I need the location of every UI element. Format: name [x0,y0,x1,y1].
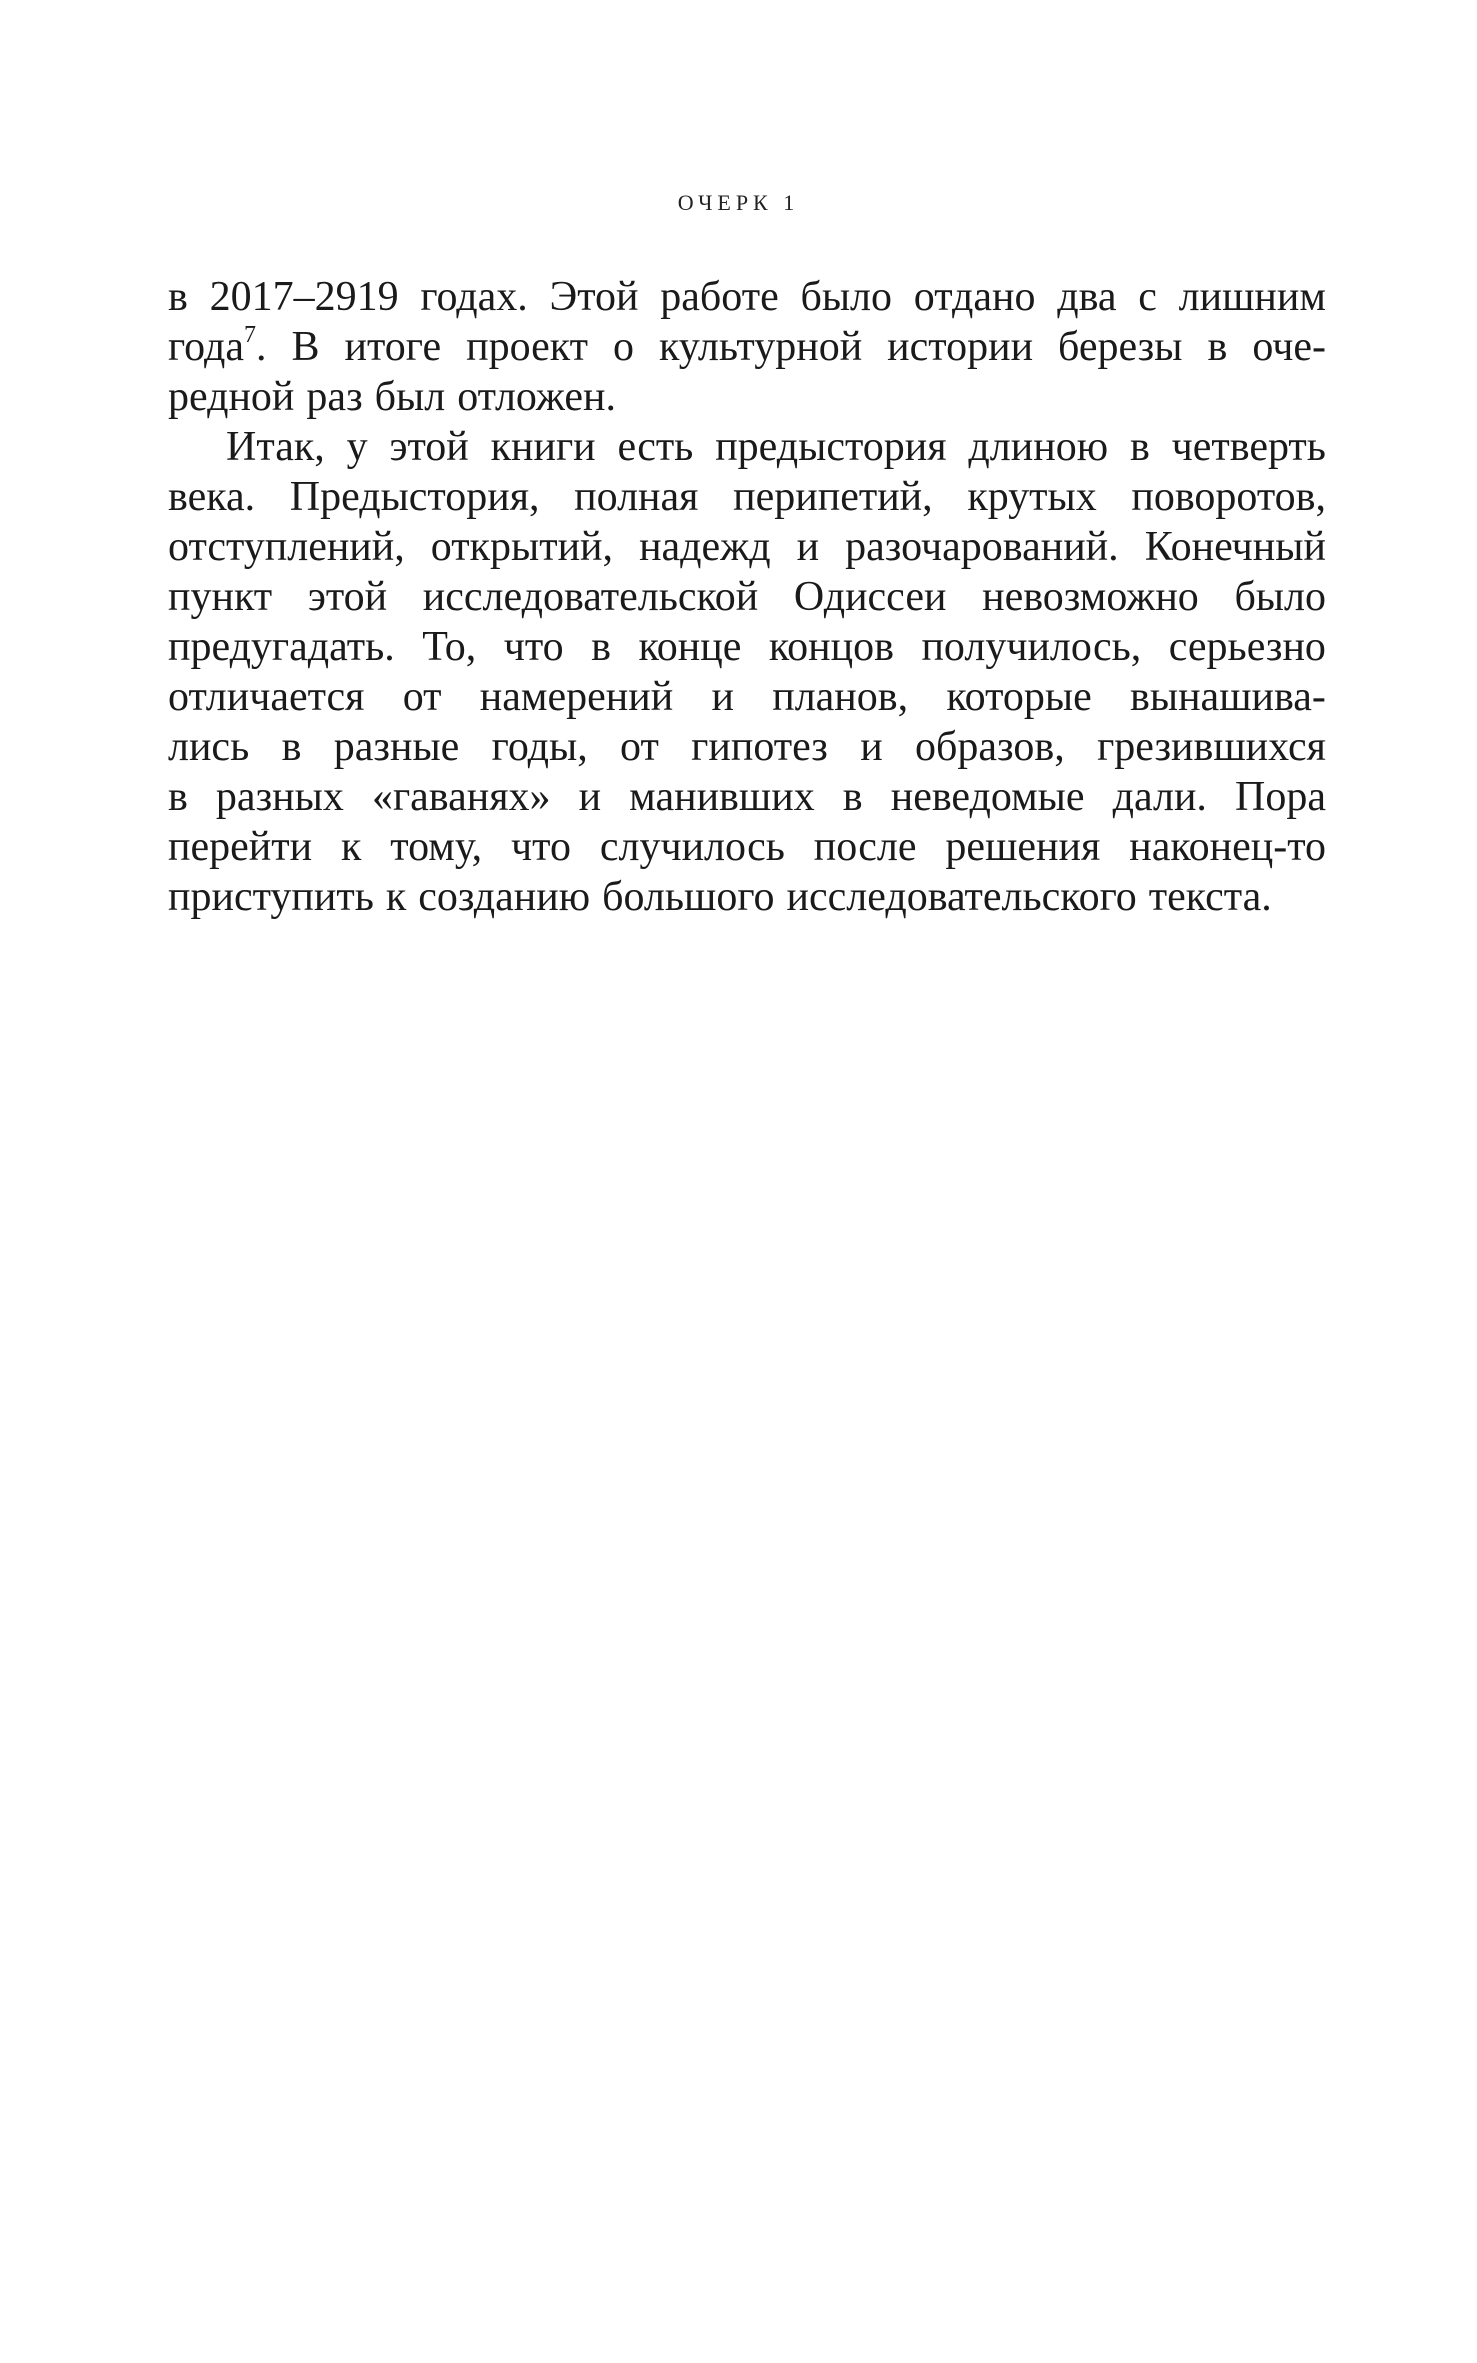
footnote-ref-word: года$^7$. [168,322,267,370]
text-line: отступлений, открытий, надежд и разочарований. Конечный [168,524,1326,570]
text-line: приступить к созданию большого исследовательского текста. [168,874,1272,920]
footnote-marker[interactable]: 7 [243,322,256,348]
text-line: лись в разные годы, от гипотез и образов, грезившихся [168,724,1326,770]
body-text [168,272,1326,922]
text-line: перейти к тому, что случилось после решения наконец-то [168,824,1326,870]
running-head: ОЧЕРК 1 [677,190,800,215]
text-line: в 2017–2919 годах. Этой работе было отдано два с лишним [168,274,1326,320]
text-line: предугадать. То, что в конце концов получилось, серьезно [168,624,1326,670]
text-line: пункт этой исследовательской Одиссеи невозможно было [168,574,1326,620]
text-line-with-footnote: года$^7$. В итоге проект о культурной истории березы в оче- [168,322,1326,370]
text-line: редной раз был отложен. [168,374,616,420]
text-line: века. Предыстория, полная перипетий, крутых поворотов, [168,474,1326,520]
text-line: в разных «гаванях» и манивших в неведомые дали. Пора [168,774,1326,820]
text-line: Итак, у этой книги есть предыстория длиною в четверть [226,424,1326,470]
text-line: отличается от намерений и планов, которые вынашива- [168,674,1326,720]
